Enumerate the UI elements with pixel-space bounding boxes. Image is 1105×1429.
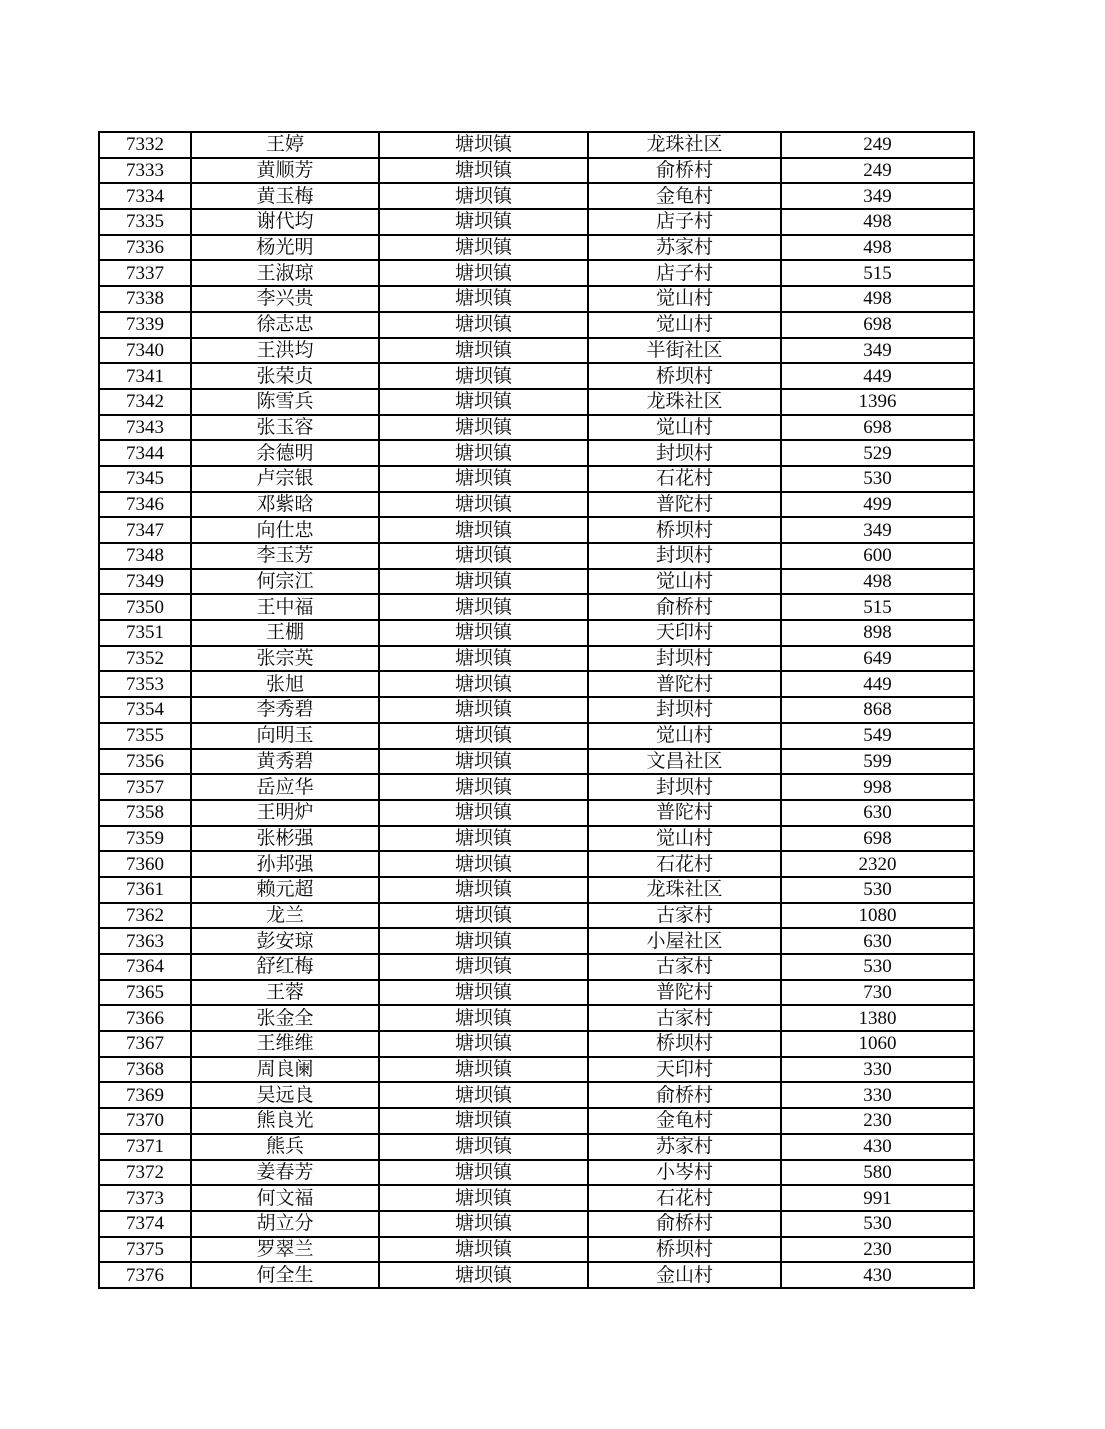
- cell-person-name: 王婷: [191, 132, 379, 158]
- cell-person-name: 王蓉: [191, 980, 379, 1006]
- cell-amount: 230: [781, 1237, 974, 1263]
- cell-town: 塘坝镇: [379, 928, 588, 954]
- cell-row-number: 7362: [99, 903, 191, 929]
- cell-village: 封坝村: [588, 697, 781, 723]
- cell-amount: 330: [781, 1057, 974, 1083]
- cell-town: 塘坝镇: [379, 338, 588, 364]
- cell-person-name: 熊良光: [191, 1108, 379, 1134]
- cell-row-number: 7357: [99, 774, 191, 800]
- cell-amount: 998: [781, 774, 974, 800]
- table-row: [99, 1108, 974, 1134]
- table-row: [99, 260, 974, 286]
- table-row: [99, 1005, 974, 1031]
- cell-town: 塘坝镇: [379, 158, 588, 184]
- table-row: [99, 774, 974, 800]
- cell-amount: 1396: [781, 389, 974, 415]
- cell-village: 普陀村: [588, 671, 781, 697]
- cell-person-name: 何全生: [191, 1262, 379, 1288]
- cell-person-name: 王维维: [191, 1031, 379, 1057]
- cell-person-name: 王淑琼: [191, 260, 379, 286]
- cell-row-number: 7334: [99, 183, 191, 209]
- table-row: [99, 1262, 974, 1288]
- cell-amount: 1060: [781, 1031, 974, 1057]
- cell-village: 觉山村: [588, 569, 781, 595]
- cell-person-name: 陈雪兵: [191, 389, 379, 415]
- cell-amount: 530: [781, 466, 974, 492]
- table-row: [99, 543, 974, 569]
- cell-row-number: 7340: [99, 338, 191, 364]
- cell-row-number: 7349: [99, 569, 191, 595]
- cell-person-name: 向仕忠: [191, 517, 379, 543]
- table-row: [99, 338, 974, 364]
- cell-person-name: 王洪均: [191, 338, 379, 364]
- cell-person-name: 王中福: [191, 594, 379, 620]
- table-row: [99, 517, 974, 543]
- roster-table: [98, 131, 975, 1289]
- table-row: [99, 800, 974, 826]
- cell-village: 俞桥村: [588, 594, 781, 620]
- cell-amount: 991: [781, 1185, 974, 1211]
- table-row: [99, 620, 974, 646]
- cell-town: 塘坝镇: [379, 1057, 588, 1083]
- cell-town: 塘坝镇: [379, 646, 588, 672]
- cell-row-number: 7339: [99, 312, 191, 338]
- cell-row-number: 7336: [99, 235, 191, 261]
- cell-amount: 498: [781, 209, 974, 235]
- cell-village: 封坝村: [588, 440, 781, 466]
- cell-amount: 529: [781, 440, 974, 466]
- cell-amount: 698: [781, 415, 974, 441]
- table-row: [99, 697, 974, 723]
- cell-town: 塘坝镇: [379, 594, 588, 620]
- cell-village: 石花村: [588, 1185, 781, 1211]
- cell-town: 塘坝镇: [379, 260, 588, 286]
- table-row: [99, 903, 974, 929]
- cell-amount: 449: [781, 671, 974, 697]
- cell-person-name: 舒红梅: [191, 954, 379, 980]
- cell-town: 塘坝镇: [379, 235, 588, 261]
- cell-village: 普陀村: [588, 492, 781, 518]
- cell-person-name: 王明炉: [191, 800, 379, 826]
- cell-row-number: 7375: [99, 1237, 191, 1263]
- cell-town: 塘坝镇: [379, 1237, 588, 1263]
- cell-person-name: 谢代均: [191, 209, 379, 235]
- cell-town: 塘坝镇: [379, 903, 588, 929]
- cell-town: 塘坝镇: [379, 183, 588, 209]
- cell-village: 小岑村: [588, 1160, 781, 1186]
- cell-village: 苏家村: [588, 235, 781, 261]
- roster-table-body: [99, 132, 974, 1288]
- cell-village: 龙珠社区: [588, 877, 781, 903]
- cell-village: 龙珠社区: [588, 132, 781, 158]
- cell-row-number: 7351: [99, 620, 191, 646]
- cell-person-name: 罗翠兰: [191, 1237, 379, 1263]
- cell-person-name: 何宗江: [191, 569, 379, 595]
- cell-town: 塘坝镇: [379, 1082, 588, 1108]
- cell-village: 天印村: [588, 1057, 781, 1083]
- table-row: [99, 569, 974, 595]
- cell-person-name: 姜春芳: [191, 1160, 379, 1186]
- cell-town: 塘坝镇: [379, 800, 588, 826]
- cell-row-number: 7358: [99, 800, 191, 826]
- cell-town: 塘坝镇: [379, 569, 588, 595]
- cell-amount: 430: [781, 1134, 974, 1160]
- table-row: [99, 723, 974, 749]
- cell-row-number: 7352: [99, 646, 191, 672]
- cell-village: 封坝村: [588, 543, 781, 569]
- table-row: [99, 851, 974, 877]
- cell-amount: 868: [781, 697, 974, 723]
- cell-village: 桥坝村: [588, 1237, 781, 1263]
- cell-row-number: 7369: [99, 1082, 191, 1108]
- cell-amount: 349: [781, 183, 974, 209]
- cell-amount: 898: [781, 620, 974, 646]
- cell-person-name: 张彬强: [191, 826, 379, 852]
- table-row: [99, 749, 974, 775]
- cell-person-name: 黄顺芳: [191, 158, 379, 184]
- cell-row-number: 7350: [99, 594, 191, 620]
- cell-village: 俞桥村: [588, 158, 781, 184]
- cell-town: 塘坝镇: [379, 1211, 588, 1237]
- cell-row-number: 7353: [99, 671, 191, 697]
- table-row: [99, 132, 974, 158]
- table-row: [99, 492, 974, 518]
- cell-town: 塘坝镇: [379, 389, 588, 415]
- table-row: [99, 183, 974, 209]
- cell-person-name: 张旭: [191, 671, 379, 697]
- cell-village: 觉山村: [588, 312, 781, 338]
- cell-row-number: 7364: [99, 954, 191, 980]
- cell-person-name: 卢宗银: [191, 466, 379, 492]
- cell-town: 塘坝镇: [379, 1160, 588, 1186]
- table-row: [99, 363, 974, 389]
- cell-village: 半街社区: [588, 338, 781, 364]
- cell-town: 塘坝镇: [379, 466, 588, 492]
- cell-row-number: 7361: [99, 877, 191, 903]
- cell-amount: 600: [781, 543, 974, 569]
- cell-town: 塘坝镇: [379, 1108, 588, 1134]
- cell-town: 塘坝镇: [379, 209, 588, 235]
- cell-person-name: 胡立分: [191, 1211, 379, 1237]
- cell-village: 封坝村: [588, 774, 781, 800]
- cell-row-number: 7373: [99, 1185, 191, 1211]
- cell-town: 塘坝镇: [379, 671, 588, 697]
- cell-person-name: 邓紫晗: [191, 492, 379, 518]
- cell-amount: 330: [781, 1082, 974, 1108]
- cell-row-number: 7376: [99, 1262, 191, 1288]
- cell-amount: 580: [781, 1160, 974, 1186]
- cell-village: 觉山村: [588, 826, 781, 852]
- cell-amount: 430: [781, 1262, 974, 1288]
- table-row: [99, 466, 974, 492]
- cell-town: 塘坝镇: [379, 774, 588, 800]
- cell-village: 封坝村: [588, 646, 781, 672]
- cell-amount: 549: [781, 723, 974, 749]
- cell-amount: 530: [781, 877, 974, 903]
- cell-person-name: 彭安琼: [191, 928, 379, 954]
- table-row: [99, 954, 974, 980]
- cell-town: 塘坝镇: [379, 1185, 588, 1211]
- table-row: [99, 389, 974, 415]
- cell-village: 觉山村: [588, 723, 781, 749]
- cell-row-number: 7368: [99, 1057, 191, 1083]
- cell-amount: 630: [781, 800, 974, 826]
- cell-town: 塘坝镇: [379, 1134, 588, 1160]
- table-row: [99, 235, 974, 261]
- cell-row-number: 7337: [99, 260, 191, 286]
- cell-person-name: 周良阑: [191, 1057, 379, 1083]
- cell-town: 塘坝镇: [379, 363, 588, 389]
- cell-row-number: 7342: [99, 389, 191, 415]
- table-row: [99, 594, 974, 620]
- table-row: [99, 1237, 974, 1263]
- table-row: [99, 646, 974, 672]
- table-row: [99, 440, 974, 466]
- cell-row-number: 7338: [99, 286, 191, 312]
- cell-village: 俞桥村: [588, 1211, 781, 1237]
- table-row: [99, 928, 974, 954]
- cell-village: 觉山村: [588, 415, 781, 441]
- table-row: [99, 1057, 974, 1083]
- table-row: [99, 1082, 974, 1108]
- cell-village: 天印村: [588, 620, 781, 646]
- cell-row-number: 7354: [99, 697, 191, 723]
- cell-person-name: 何文福: [191, 1185, 379, 1211]
- cell-town: 塘坝镇: [379, 1005, 588, 1031]
- cell-person-name: 张金全: [191, 1005, 379, 1031]
- cell-village: 文昌社区: [588, 749, 781, 775]
- cell-village: 桥坝村: [588, 517, 781, 543]
- cell-row-number: 7372: [99, 1160, 191, 1186]
- table-row: [99, 415, 974, 441]
- cell-row-number: 7359: [99, 826, 191, 852]
- cell-village: 桥坝村: [588, 1031, 781, 1057]
- cell-row-number: 7348: [99, 543, 191, 569]
- cell-amount: 230: [781, 1108, 974, 1134]
- cell-village: 石花村: [588, 466, 781, 492]
- cell-row-number: 7344: [99, 440, 191, 466]
- cell-row-number: 7365: [99, 980, 191, 1006]
- cell-person-name: 李玉芳: [191, 543, 379, 569]
- cell-amount: 2320: [781, 851, 974, 877]
- table-row: [99, 1160, 974, 1186]
- cell-village: 金龟村: [588, 1108, 781, 1134]
- cell-town: 塘坝镇: [379, 312, 588, 338]
- cell-town: 塘坝镇: [379, 517, 588, 543]
- cell-person-name: 向明玉: [191, 723, 379, 749]
- cell-village: 普陀村: [588, 980, 781, 1006]
- cell-amount: 730: [781, 980, 974, 1006]
- table-row: [99, 209, 974, 235]
- cell-amount: 515: [781, 260, 974, 286]
- cell-person-name: 张宗英: [191, 646, 379, 672]
- table-row: [99, 312, 974, 338]
- cell-village: 石花村: [588, 851, 781, 877]
- cell-row-number: 7367: [99, 1031, 191, 1057]
- cell-row-number: 7346: [99, 492, 191, 518]
- cell-person-name: 张荣贞: [191, 363, 379, 389]
- cell-amount: 1080: [781, 903, 974, 929]
- cell-village: 店子村: [588, 260, 781, 286]
- cell-amount: 698: [781, 826, 974, 852]
- cell-town: 塘坝镇: [379, 697, 588, 723]
- cell-amount: 498: [781, 569, 974, 595]
- cell-town: 塘坝镇: [379, 877, 588, 903]
- cell-town: 塘坝镇: [379, 1031, 588, 1057]
- cell-row-number: 7370: [99, 1108, 191, 1134]
- cell-village: 觉山村: [588, 286, 781, 312]
- cell-person-name: 余德明: [191, 440, 379, 466]
- cell-row-number: 7360: [99, 851, 191, 877]
- cell-town: 塘坝镇: [379, 1262, 588, 1288]
- cell-person-name: 熊兵: [191, 1134, 379, 1160]
- cell-row-number: 7374: [99, 1211, 191, 1237]
- cell-village: 古家村: [588, 903, 781, 929]
- cell-person-name: 赖元超: [191, 877, 379, 903]
- cell-town: 塘坝镇: [379, 723, 588, 749]
- cell-town: 塘坝镇: [379, 440, 588, 466]
- table-row: [99, 286, 974, 312]
- table-row: [99, 158, 974, 184]
- cell-amount: 649: [781, 646, 974, 672]
- cell-village: 店子村: [588, 209, 781, 235]
- cell-town: 塘坝镇: [379, 826, 588, 852]
- cell-amount: 698: [781, 312, 974, 338]
- cell-person-name: 李秀碧: [191, 697, 379, 723]
- cell-town: 塘坝镇: [379, 286, 588, 312]
- cell-town: 塘坝镇: [379, 980, 588, 1006]
- cell-village: 古家村: [588, 1005, 781, 1031]
- cell-town: 塘坝镇: [379, 415, 588, 441]
- cell-amount: 349: [781, 338, 974, 364]
- cell-person-name: 李兴贵: [191, 286, 379, 312]
- table-row: [99, 1211, 974, 1237]
- cell-village: 俞桥村: [588, 1082, 781, 1108]
- cell-village: 小屋社区: [588, 928, 781, 954]
- cell-town: 塘坝镇: [379, 749, 588, 775]
- cell-town: 塘坝镇: [379, 492, 588, 518]
- cell-row-number: 7343: [99, 415, 191, 441]
- cell-person-name: 张玉容: [191, 415, 379, 441]
- cell-amount: 349: [781, 517, 974, 543]
- cell-row-number: 7345: [99, 466, 191, 492]
- cell-village: 龙珠社区: [588, 389, 781, 415]
- cell-row-number: 7335: [99, 209, 191, 235]
- cell-row-number: 7366: [99, 1005, 191, 1031]
- cell-village: 古家村: [588, 954, 781, 980]
- cell-person-name: 黄秀碧: [191, 749, 379, 775]
- cell-person-name: 孙邦强: [191, 851, 379, 877]
- cell-row-number: 7356: [99, 749, 191, 775]
- cell-amount: 499: [781, 492, 974, 518]
- cell-village: 金山村: [588, 1262, 781, 1288]
- cell-person-name: 龙兰: [191, 903, 379, 929]
- cell-village: 普陀村: [588, 800, 781, 826]
- cell-amount: 249: [781, 158, 974, 184]
- cell-person-name: 岳应华: [191, 774, 379, 800]
- cell-amount: 1380: [781, 1005, 974, 1031]
- cell-person-name: 王棚: [191, 620, 379, 646]
- cell-row-number: 7347: [99, 517, 191, 543]
- cell-village: 苏家村: [588, 1134, 781, 1160]
- cell-village: 金龟村: [588, 183, 781, 209]
- cell-town: 塘坝镇: [379, 851, 588, 877]
- cell-row-number: 7333: [99, 158, 191, 184]
- cell-amount: 515: [781, 594, 974, 620]
- cell-row-number: 7341: [99, 363, 191, 389]
- cell-person-name: 黄玉梅: [191, 183, 379, 209]
- cell-amount: 449: [781, 363, 974, 389]
- cell-row-number: 7355: [99, 723, 191, 749]
- cell-amount: 630: [781, 928, 974, 954]
- cell-town: 塘坝镇: [379, 954, 588, 980]
- cell-amount: 599: [781, 749, 974, 775]
- cell-amount: 249: [781, 132, 974, 158]
- cell-row-number: 7371: [99, 1134, 191, 1160]
- table-row: [99, 1185, 974, 1211]
- cell-person-name: 徐志忠: [191, 312, 379, 338]
- cell-town: 塘坝镇: [379, 132, 588, 158]
- cell-amount: 498: [781, 235, 974, 261]
- cell-person-name: 吴远良: [191, 1082, 379, 1108]
- cell-town: 塘坝镇: [379, 620, 588, 646]
- table-row: [99, 826, 974, 852]
- table-row: [99, 1031, 974, 1057]
- cell-amount: 530: [781, 954, 974, 980]
- cell-town: 塘坝镇: [379, 543, 588, 569]
- cell-row-number: 7363: [99, 928, 191, 954]
- cell-village: 桥坝村: [588, 363, 781, 389]
- cell-person-name: 杨光明: [191, 235, 379, 261]
- table-row: [99, 980, 974, 1006]
- cell-row-number: 7332: [99, 132, 191, 158]
- table-row: [99, 1134, 974, 1160]
- table-row: [99, 877, 974, 903]
- cell-amount: 530: [781, 1211, 974, 1237]
- cell-amount: 498: [781, 286, 974, 312]
- table-row: [99, 671, 974, 697]
